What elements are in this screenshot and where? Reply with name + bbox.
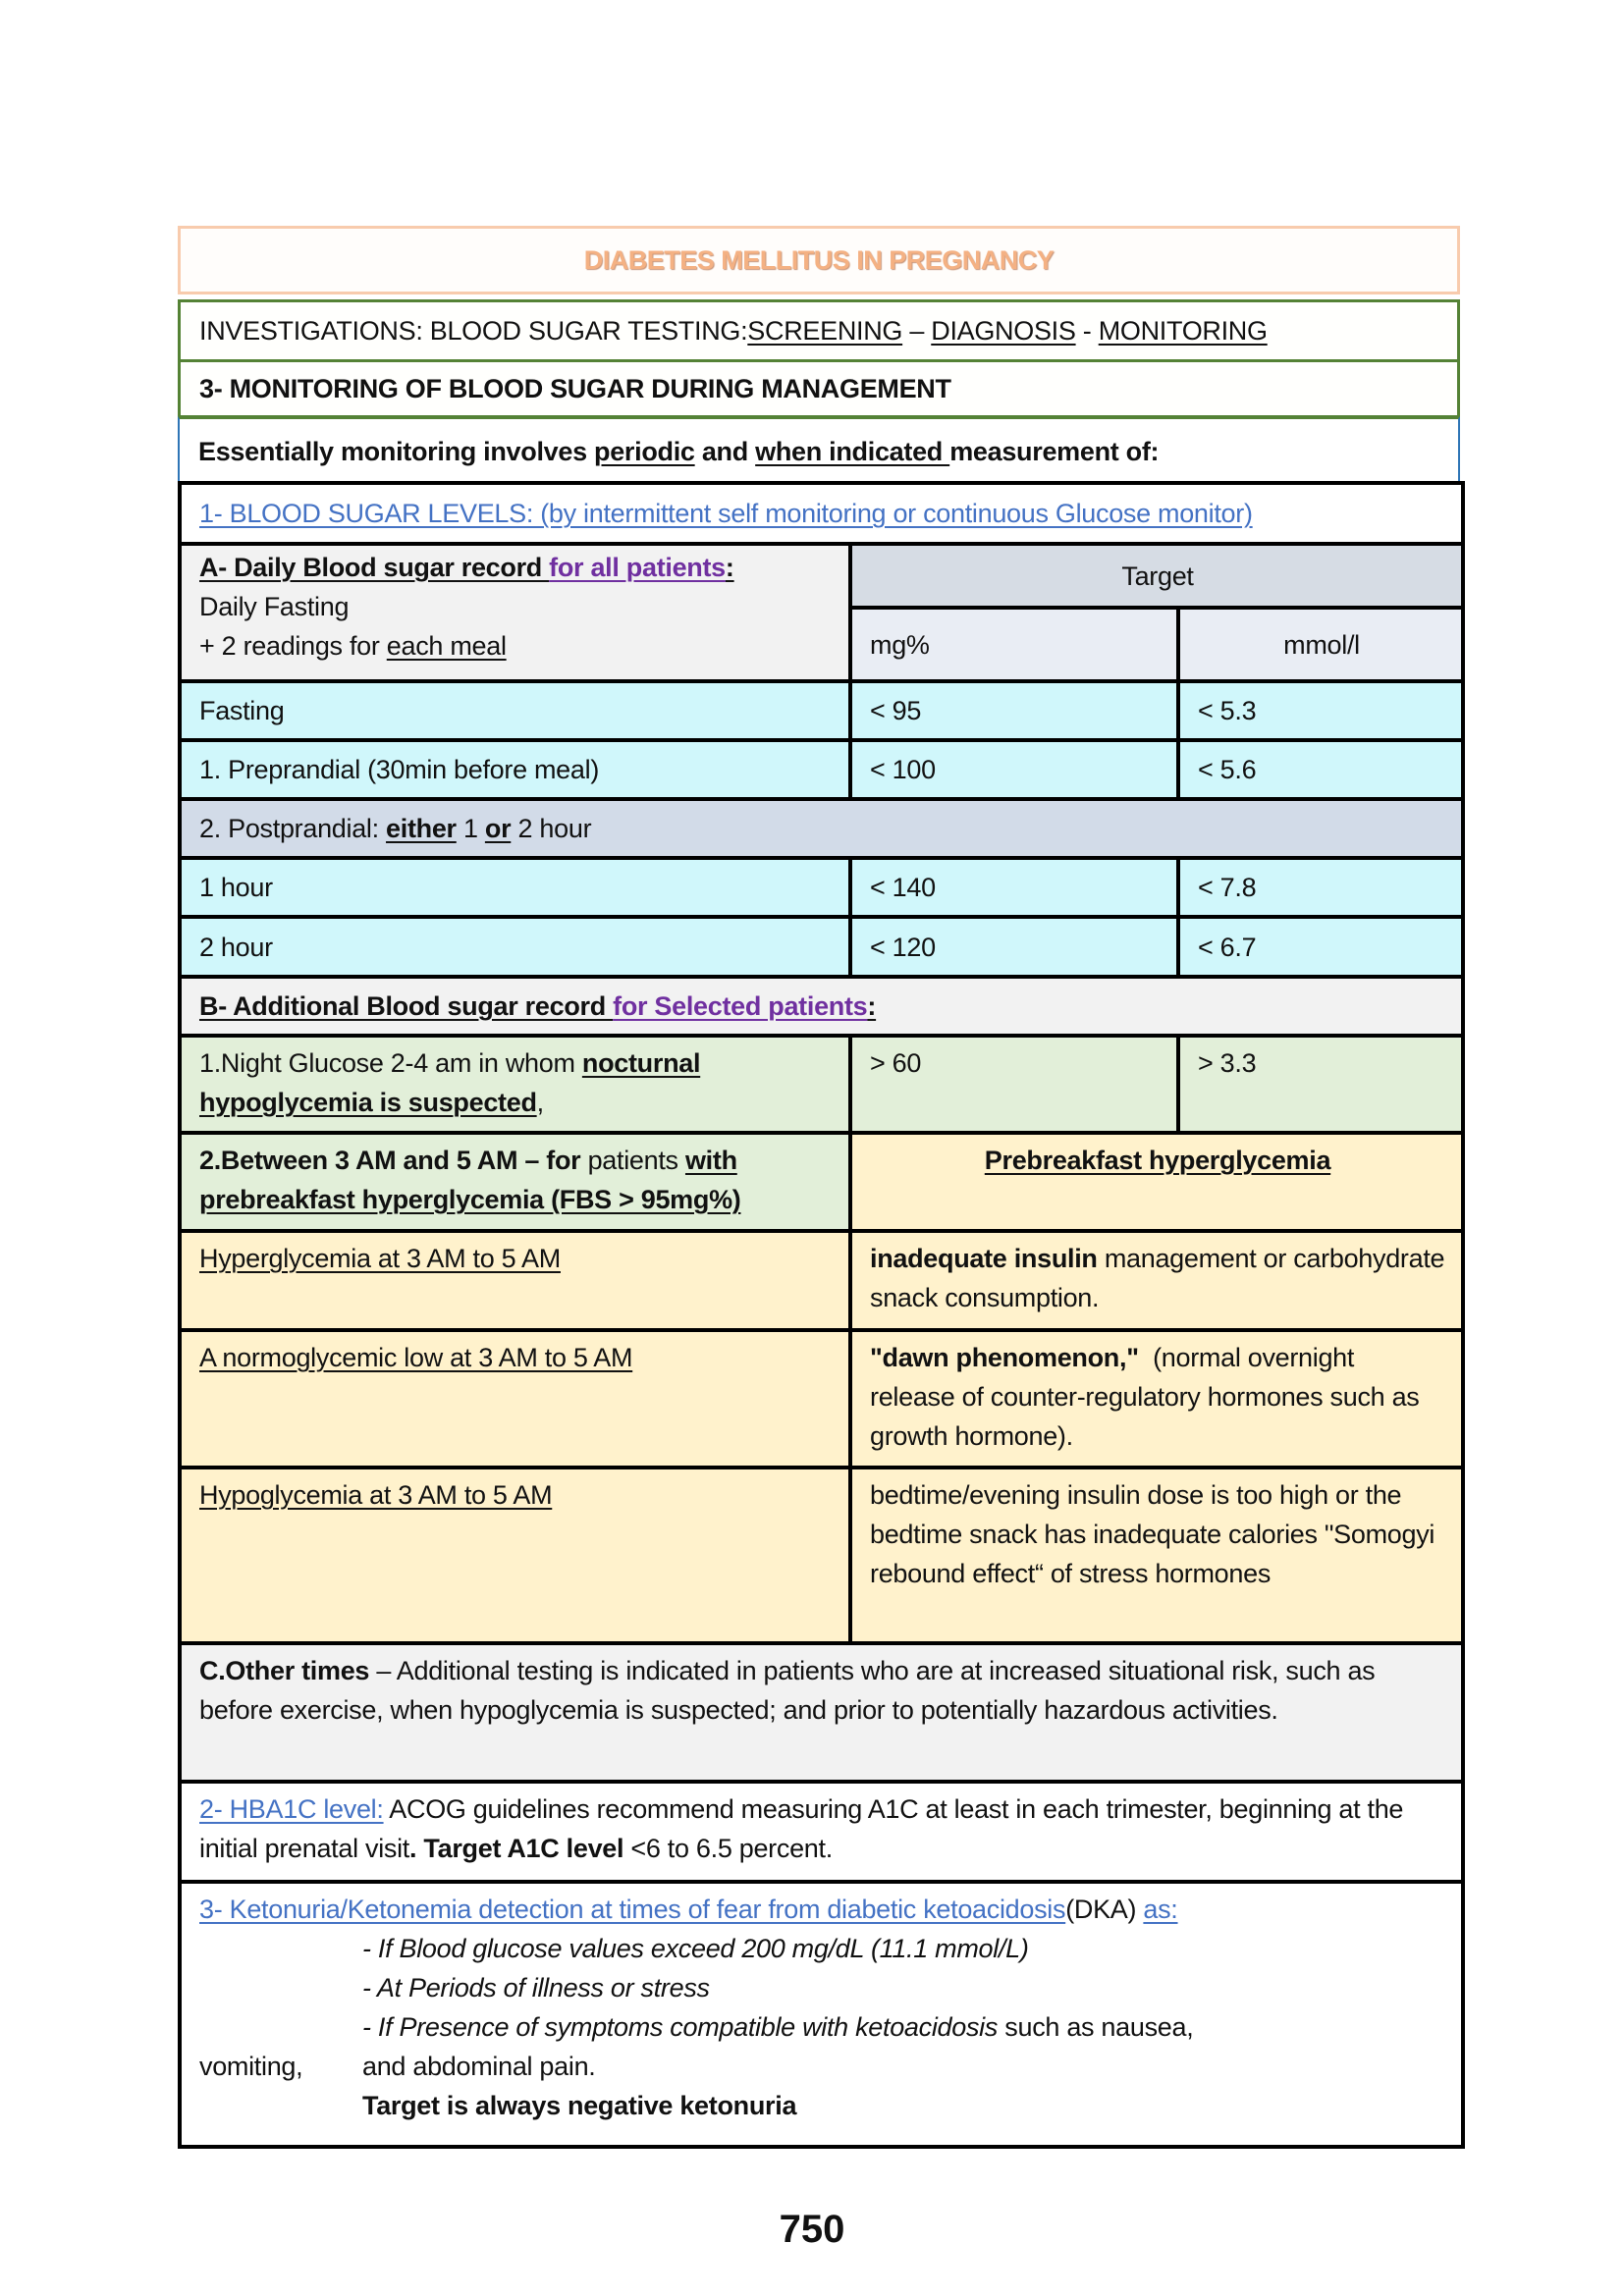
interpretation-row <box>180 1468 1463 1643</box>
hba1c-target-value: <6 to 6.5 percent. <box>623 1834 833 1863</box>
row-mmol: < 5.6 <box>1178 740 1463 799</box>
row-label: 1 hour <box>180 858 850 917</box>
postprandial-cell <box>180 799 1463 858</box>
blood-sugar-heading-row <box>180 483 1463 544</box>
section-a-for-all: for all patients <box>549 553 726 582</box>
unit-mmol: mmol/l <box>1283 629 1360 660</box>
ketonuria-item: - If Presence of symptoms compatible with ketoacidosis <box>362 2012 999 2042</box>
colon: : <box>725 553 734 582</box>
postprandial-either: either <box>386 814 457 843</box>
target-header <box>850 544 1463 608</box>
ketonuria-item: - At Periods of illness or stress <box>362 1973 710 2002</box>
interpretation-text: bedtime/evening insulin dose is too high or the bedtime snack has inadequate calories "Somogyi rebound effect“ of stress hormones <box>870 1480 1435 1588</box>
postprandial-prefix: 2. Postprandial: <box>199 814 387 843</box>
table-row <box>180 740 1463 799</box>
document-title: DIABETES MELLITUS IN PREGNANCY <box>583 244 1055 275</box>
row-mmol: < 6.7 <box>1178 917 1463 977</box>
interpretation-bold: inadequate insulin <box>870 1244 1098 1273</box>
interpretation-text: management or carbohydrate snack consumption. <box>870 1244 1452 1312</box>
hba1c-dot: . <box>409 1834 424 1863</box>
table-row <box>180 858 1463 917</box>
target-label: Target <box>1121 561 1194 591</box>
intro-text: and <box>694 436 756 466</box>
intro-periodic: periodic <box>594 436 695 466</box>
row-label: 1. Preprandial (30min before meal) <box>180 740 850 799</box>
blood-sugar-heading: 1- BLOOD SUGAR LEVELS: (by intermittent self monitoring or continuous Glucose monitor) <box>199 499 1253 528</box>
table-row <box>180 917 1463 977</box>
interpretation-row <box>180 1330 1463 1468</box>
section-header-text: 3- MONITORING OF BLOOD SUGAR DURING MANAGEMENT <box>199 374 951 403</box>
row-mg: < 140 <box>850 858 1178 917</box>
interpretation-left <box>180 1468 850 1643</box>
section-a-header-row <box>180 544 1463 608</box>
between-prebreakfast: prebreakfast hyperglycemia (FBS > 95mg%) <box>199 1185 741 1214</box>
night-mmol: > 3.3 <box>1178 1036 1463 1133</box>
separator: – <box>902 316 932 346</box>
unit-mg-cell <box>850 608 1178 681</box>
intro-text: Essentially monitoring involves <box>198 436 595 466</box>
interpretation-label: Hyperglycemia at 3 AM to 5 AM <box>199 1244 561 1273</box>
monitoring-table <box>178 481 1465 2149</box>
section-c-cell <box>180 1643 1463 1782</box>
section-b-header-cell <box>180 977 1463 1036</box>
interpretation-left <box>180 1330 850 1468</box>
table-row <box>180 681 1463 740</box>
between-bold: 2.Between 3 AM and 5 AM – for <box>199 1146 581 1175</box>
night-mg: > 60 <box>850 1036 1178 1133</box>
hba1c-text: ACOG guidelines recommend measuring A1C at least in each trimester, beginning at the initial prenatal visit <box>199 1794 1404 1863</box>
investigations-prefix: INVESTIGATIONS: BLOOD SUGAR TESTING: <box>199 316 748 346</box>
between-row <box>180 1133 1463 1231</box>
night-nocturnal: nocturnal hypoglycemia is suspected <box>199 1048 701 1117</box>
between-normal: patients <box>580 1146 685 1175</box>
hba1c-heading: 2- HBA1C level: <box>199 1794 384 1824</box>
section-b-title: B- Additional Blood sugar record <box>199 991 614 1021</box>
row-mg: < 100 <box>850 740 1178 799</box>
section-a-description <box>180 544 850 681</box>
section-c-text: – Additional testing is indicated in patients who are at increased situational risk, such as before exercise, when hypoglycemia is suspected; and prior to potentially hazardous activities. <box>199 1656 1376 1725</box>
title-box <box>178 226 1460 294</box>
interpretation-label: A normoglycemic low at 3 AM to 5 AM <box>199 1343 633 1372</box>
interpretation-right <box>850 1330 1463 1468</box>
daily-fasting: Daily Fasting <box>199 592 350 621</box>
unit-mg: mg% <box>870 629 930 660</box>
row-mmol: < 7.8 <box>1178 858 1463 917</box>
interpretation-row <box>180 1231 1463 1330</box>
hba1c-row <box>180 1782 1463 1882</box>
intro-row <box>178 416 1460 483</box>
interpretation-text: (normal overnight release of counter-regulatory hormones such as growth hormone). <box>870 1343 1427 1451</box>
night-prefix: 1.Night Glucose 2-4 am in whom <box>199 1048 582 1078</box>
ketonuria-item: - If Blood glucose values exceed 200 mg/dL (11.1 mmol/L) <box>362 1934 1029 1963</box>
colon: : <box>867 991 877 1021</box>
between-with: with <box>684 1146 737 1175</box>
night-glucose-label <box>180 1036 850 1133</box>
row-mg: < 120 <box>850 917 1178 977</box>
unit-mmol-cell <box>1178 608 1463 681</box>
ketonuria-vomiting: vomiting, <box>199 2052 303 2081</box>
ketonuria-heading: 3- Ketonuria/Ketonemia detection at times of fear from diabetic ketoacidosis <box>199 1895 1066 1924</box>
hba1c-target-label: Target A1C level <box>423 1834 624 1863</box>
interpretation-left <box>180 1231 850 1330</box>
night-glucose-row <box>180 1036 1463 1133</box>
between-label <box>180 1133 850 1231</box>
section-c-row <box>180 1643 1463 1782</box>
each-meal: each meal <box>386 631 507 661</box>
row-mg: < 95 <box>850 681 1178 740</box>
row-label: 2 hour <box>180 917 850 977</box>
section-c-title: C.Other times <box>199 1656 370 1685</box>
ketonuria-dka: (DKA) <box>1065 1895 1144 1924</box>
section-b-header-row <box>180 977 1463 1036</box>
postprandial-mid: 1 <box>456 814 485 843</box>
intro-text: measurement of: <box>949 436 1160 466</box>
interpretation-right <box>850 1231 1463 1330</box>
ketonuria-target: Target is always negative ketonuria <box>362 2091 797 2120</box>
diagnosis-link[interactable]: DIAGNOSIS <box>931 316 1076 346</box>
monitoring-link[interactable]: MONITORING <box>1098 316 1268 346</box>
night-suffix: , <box>536 1088 544 1117</box>
ketonuria-as: as: <box>1143 1895 1178 1924</box>
interpretation-label: Hypoglycemia at 3 AM to 5 AM <box>199 1480 553 1510</box>
postprandial-row <box>180 799 1463 858</box>
prebreakfast-label: Prebreakfast hyperglycemia <box>984 1146 1331 1175</box>
ketonuria-item-cont: such as nausea, <box>998 2012 1194 2042</box>
separator: - <box>1075 316 1099 346</box>
section-header <box>178 359 1460 418</box>
intro-when-indicated: when indicated <box>755 436 950 466</box>
row-mmol: < 5.3 <box>1178 681 1463 740</box>
section-b-for-selected: for Selected patients <box>613 991 868 1021</box>
postprandial-or: or <box>484 814 512 843</box>
section-a-title: A- Daily Blood sugar record <box>199 553 550 582</box>
hba1c-cell <box>180 1782 1463 1882</box>
postprandial-suffix: 2 hour <box>511 814 592 843</box>
page-number: 750 <box>779 2208 845 2251</box>
prebreakfast-header <box>850 1133 1463 1231</box>
investigations-row <box>178 299 1460 362</box>
row-label: Fasting <box>180 681 850 740</box>
readings-prefix: + 2 readings for <box>199 631 387 661</box>
blood-sugar-heading-cell <box>180 483 1463 544</box>
screening-link[interactable]: SCREENING <box>747 316 903 346</box>
interpretation-bold: "dawn phenomenon," <box>870 1343 1139 1372</box>
ketonuria-item-cont: and abdominal pain. <box>362 2052 596 2081</box>
ketonuria-cell <box>180 1882 1463 2147</box>
interpretation-right <box>850 1468 1463 1643</box>
ketonuria-row <box>180 1882 1463 2147</box>
